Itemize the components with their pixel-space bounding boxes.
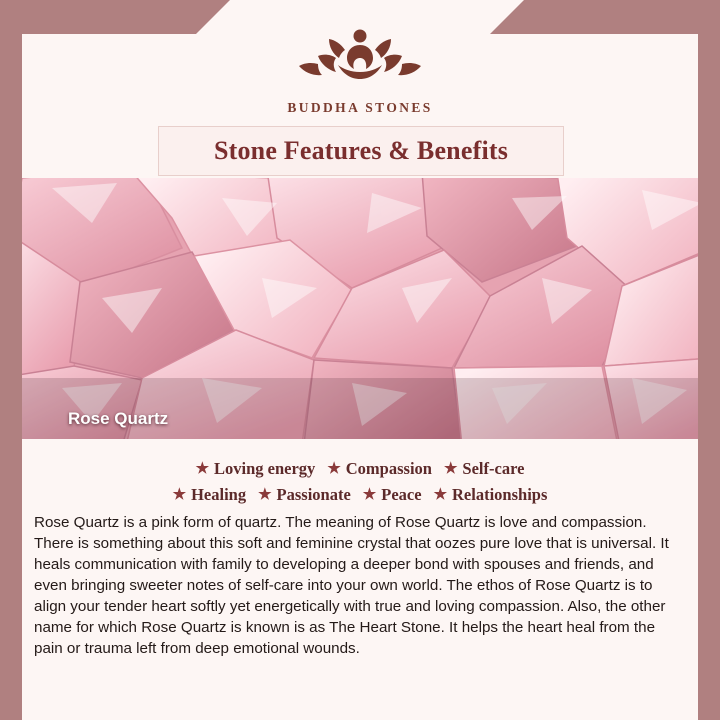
keyword-label: Healing [191,485,247,504]
decor-corner-bottom-right [698,420,720,720]
keyword-item [431,485,551,505]
rose-quartz-illustration [22,178,698,439]
lotus-meditation-icon [0,24,720,96]
keyword-item [255,485,354,505]
star-icon: ★ [258,486,272,503]
brand-name: BUDDHA STONES [287,100,433,115]
star-icon: ★ [327,460,341,477]
star-icon: ★ [172,486,187,503]
keyword-row-1 [22,459,698,479]
star-icon: ★ [195,460,210,477]
star-icon: ★ [443,460,458,477]
page-title: Stone Features & Benefits [213,136,509,165]
star-icon: ★ [362,486,377,503]
photo-caption: Rose Quartz [68,409,169,428]
keyword-label: Peace [381,485,422,504]
stone-photo [22,178,698,439]
keyword-item [324,459,435,479]
title-banner [158,126,564,176]
keyword-label: Self-care [462,459,525,478]
keyword-label: Loving energy [214,459,316,478]
keyword-list [22,447,698,505]
keyword-item [170,485,249,505]
keyword-label: Compassion [345,459,432,478]
keyword-item [441,459,527,479]
star-icon: ★ [433,486,448,503]
keyword-item [360,485,425,505]
keyword-row-2 [22,485,698,505]
brand-block [0,24,720,116]
keyword-label: Passionate [276,485,351,504]
decor-corner-bottom-left [0,420,22,720]
description-paragraph: Rose Quartz is a pink form of quartz. The meaning of Rose Quartz is love and compassion. There is something about this soft and feminine crystal that oozes pure love that is universal. It heals communication with family to developing a deeper bond with spouses and friends, and even bringing sweeter notes of self-care into your own world. The ethos of Rose Quartz is to align your tender heart softly yet energetically with true and loving compassion. Also, the other name for which Rose Quartz is known is as The Heart Stone. It helps the heart heal from the pain or trauma left from deep emotional wounds. [34,514,669,657]
content-area [22,447,698,708]
keyword-label: Relationships [452,485,548,504]
keyword-item [193,459,319,479]
